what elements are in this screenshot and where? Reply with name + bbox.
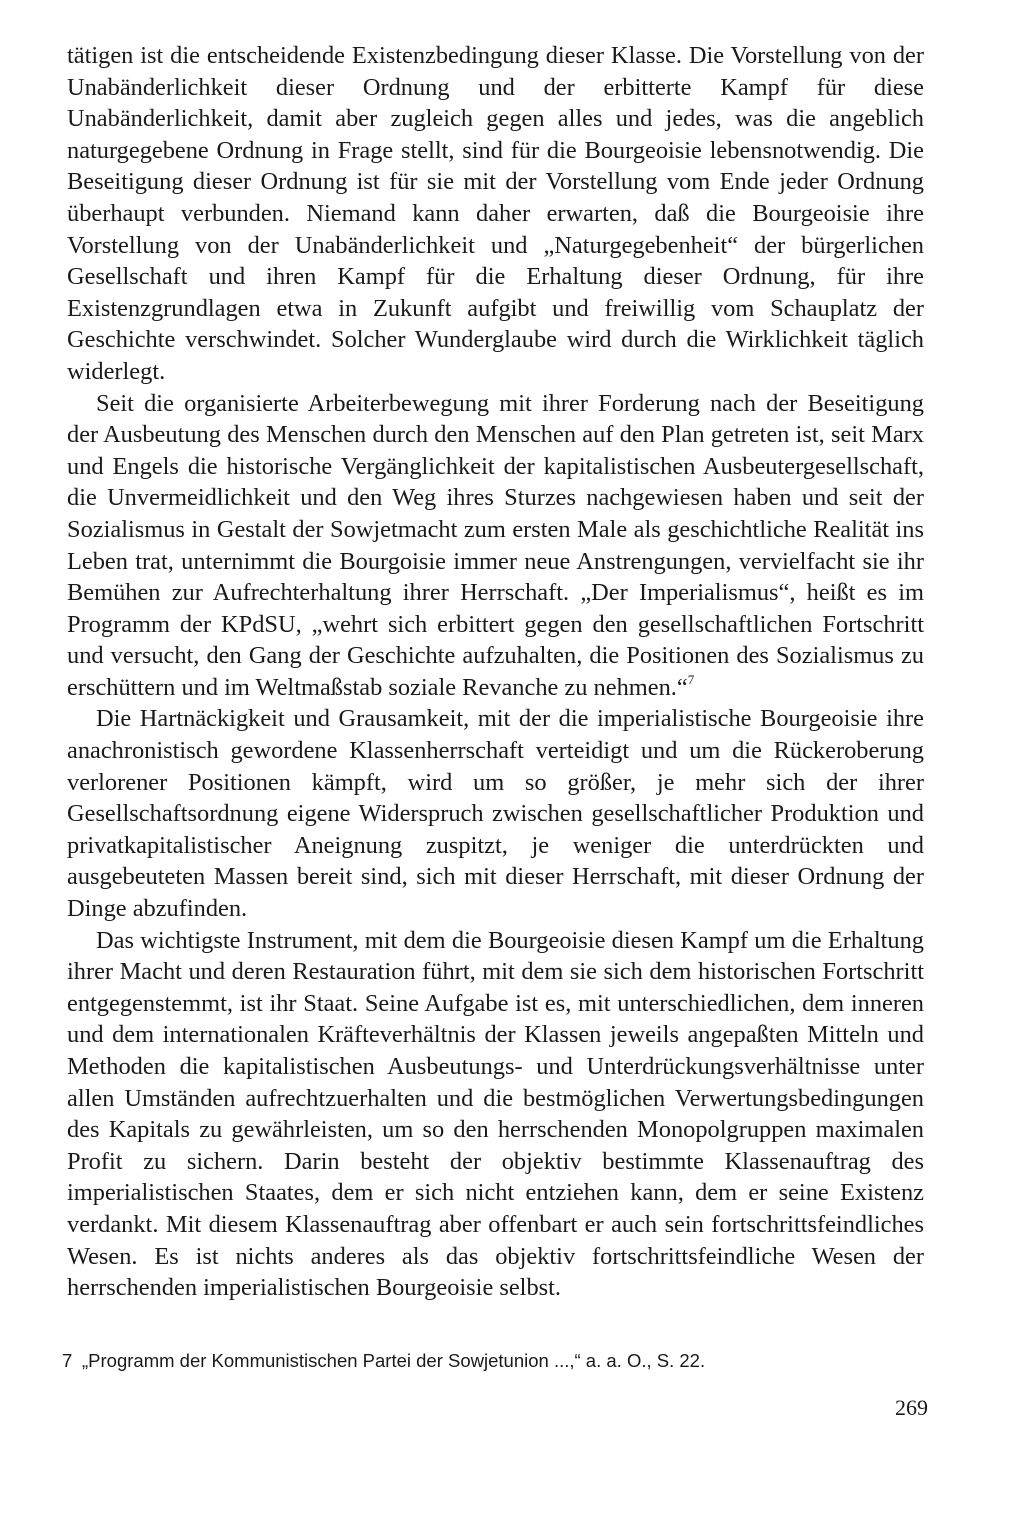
paragraph-1: tätigen ist die entscheidende Existenzbedingung dieser Klasse. Die Vorstellung von der Unabänderlichkeit dieser Ordnung und der erbitterte Kampf für diese Unabänderlichkeit, damit aber zugleich gegen alles und jedes, was die angeblich naturgegebene Ordnung in Frage stellt, sind für die Bourgeoisie lebensnotwendig. Die Beseitigung dieser Ordnung ist für sie mit der Vorstellung vom Ende jeder Ordnung überhaupt verbunden. Niemand kann daher erwarten, daß die Bourgeoisie ihre Vorstellung von der Unabänderlichkeit und „Naturgegebenheit“ der bürgerlichen Gesellschaft und ihren Kampf für die Erhaltung dieser Ordnung, für ihre Existenzgrundlagen etwa in Zukunft aufgibt und freiwillig vom Schauplatz der Geschichte verschwindet. Solcher Wunderglaube wird durch die Wirklichkeit täglich widerlegt. (67, 42, 924, 385)
page-number: 269 (895, 1395, 928, 1420)
body-text (67, 40, 924, 1304)
footnote-text: „Programm der Kommunistischen Partei der Sowjetunion ...,“ a. a. O., S. 22. (82, 1350, 706, 1371)
paragraph-2 (67, 388, 924, 704)
paragraph-4: Das wichtigste Instrument, mit dem die Bourgeoisie diesen Kampf um die Erhaltung ihrer Macht und deren Restauration führt, mit dem sie sich dem historischen Fortschritt entgegenstemmt, ist ihr Staat. Seine Aufgabe ist es, mit unterschiedlichen, dem inneren und dem internationalen Kräfteverhältnis der Klassen jeweils angepaßten Mitteln und Methoden die kapitalistischen Ausbeutungs- und Unterdrückungsverhältnisse unter allen Umständen aufrechtzuerhalten und die bestmöglichen Verwertungsbedingungen des Kapitals zu gewährleisten, um so den herrschenden Monopolgruppen maximalen Profit zu sichern. Darin besteht der objektiv bestimmte Klassenauftrag des imperialistischen Staates, dem er sich nicht entziehen kann, dem er seine Existenz verdankt. Mit diesem Klassenauftrag aber offenbart er auch sein fortschrittsfeindliches Wesen. Es ist nichts anderes als das objektiv fortschrittsfeindliche Wesen der herrschenden imperialistischen Bourgeoisie selbst. (67, 926, 924, 1302)
footnote-number: 7 (62, 1350, 73, 1371)
footnote (62, 1348, 924, 1374)
footnote-reference: 7 (687, 671, 695, 687)
paragraph-3: Die Hartnäckigkeit und Grausamkeit, mit der die imperialistische Bourgeoisie ihre anachronistisch gewordene Klassenherrschaft verteidigt und um die Rückeroberung verlorener Positionen kämpft, wird um so größer, je mehr sich der ihrer Gesellschaftsordnung eigene Widerspruch zwischen gesellschaftlicher Produktion und privatkapitalistischer Aneignung zuspitzt, je weniger die unterdrückten und ausgebeuteten Massen bereit sind, sich mit dieser Herrschaft, mit dieser Ordnung der Dinge abzufinden. (67, 705, 924, 923)
paragraph-2-text: Seit die organisierte Arbeiterbewegung mit ihrer Forderung nach der Beseitigung der Ausbeutung des Menschen durch den Menschen auf den Plan getreten ist, seit Marx und Engels die historische Vergänglichkeit der kapitalistischen Ausbeutergesellschaft, die Unvermeidlichkeit und den Weg ihres Sturzes nachgewiesen haben und seit der Sozialismus in Gestalt der Sowjetmacht zum ersten Male als geschichtliche Realität ins Leben trat, unternimmt die Bourgoisie immer neue Anstrengungen, vervielfacht sie ihr Bemühen zur Aufrechterhaltung ihrer Herrschaft. „Der Imperialismus“, heißt es im Programm der KPdSU, „wehrt sich erbittert gegen den gesellschaftlichen Fortschritt und versucht, den Gang der Geschichte aufzuhalten, die Positionen des Sozialismus zu erschüttern und im Weltmaßstab soziale Revanche zu nehmen.“ (67, 389, 924, 701)
